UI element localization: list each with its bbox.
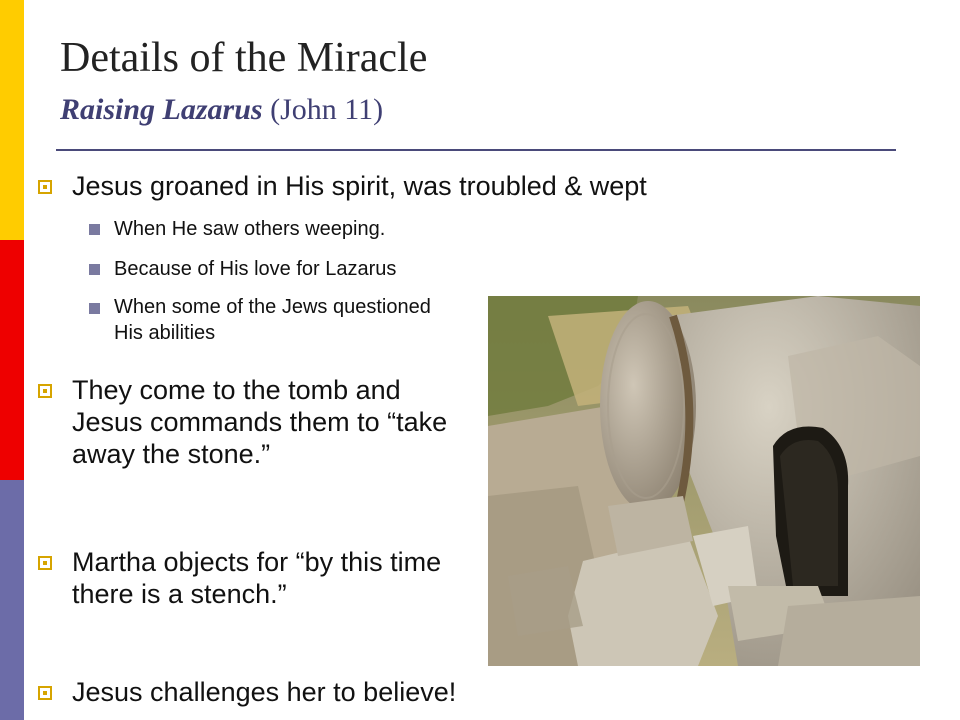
sub-bullet-marker-icon: [89, 224, 100, 235]
tomb-photo: [488, 296, 920, 666]
subtitle-main: Raising Lazarus: [60, 93, 263, 126]
slide-title: Details of the Miracle: [60, 35, 428, 81]
sub-bullet-marker-icon: [89, 303, 100, 314]
bullet-marker-icon: [38, 686, 52, 700]
bullet-marker-icon: [38, 556, 52, 570]
bullet-marker-icon: [38, 384, 52, 398]
accent-band-yellow: [0, 0, 24, 240]
sub-bullet-marker-icon: [89, 264, 100, 275]
accent-band-purple: [0, 480, 24, 720]
bullet-1: Jesus groaned in His spirit, was troubled & wept: [72, 171, 647, 201]
sub-bullet-2: Because of His love for Lazarus: [114, 258, 397, 280]
bullet-3: Martha objects for “by this time there is a stench.”: [72, 547, 442, 609]
sub-bullet-1: When He saw others weeping.: [114, 218, 386, 240]
bullet-4: Jesus challenges her to believe!: [72, 677, 457, 707]
bullet-marker-icon: [38, 180, 52, 194]
title-divider: [56, 149, 896, 151]
sub-bullet-3: When some of the Jews questioned His abilities: [114, 296, 431, 344]
bullet-2: They come to the tomb and Jesus commands them to “take away the stone.”: [72, 375, 448, 469]
subtitle-reference: (John 11): [270, 93, 384, 126]
slide-subtitle: [60, 92, 383, 128]
accent-band-red: [0, 240, 24, 480]
